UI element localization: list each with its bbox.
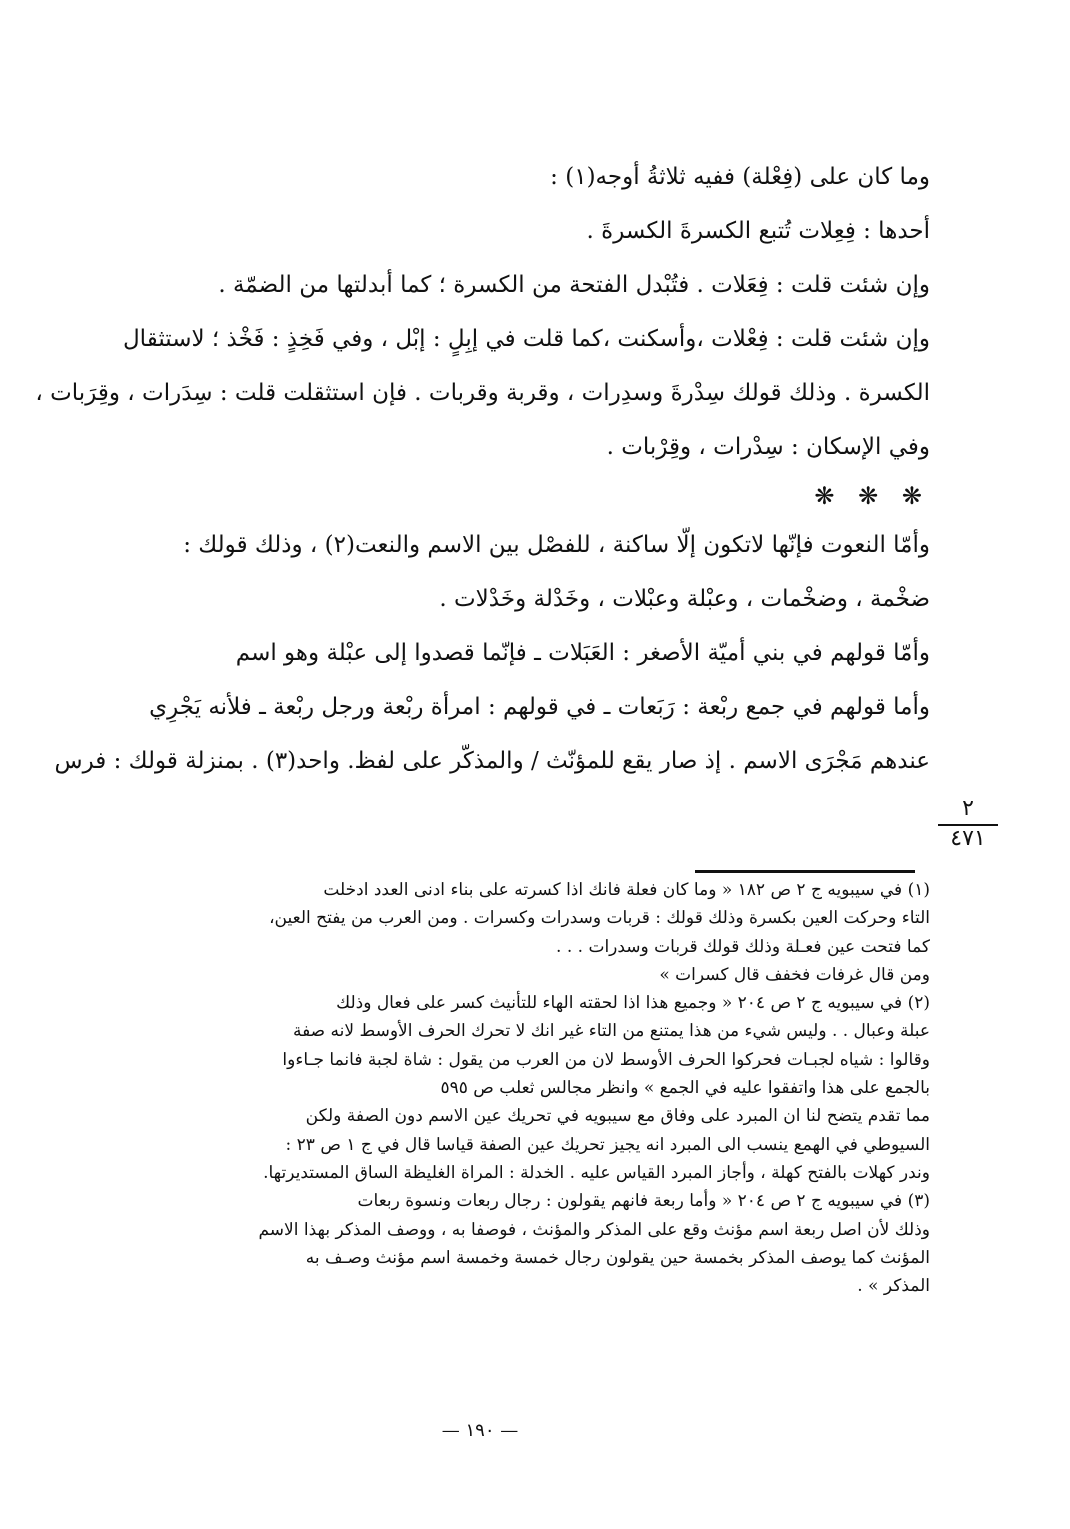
margin-page-reference <box>938 796 998 852</box>
footnote-line: (٢) في سيبويه ج ٢ ص ٢٠٤ « وجميع هذا اذا لحقته الهاء للتأنيث كسر على فعال وذلك <box>336 993 930 1014</box>
footnote-line: وندر كهلات بالفتح كهلة ، وأجاز المبرد القياس عليه . الخدلة : المراة الغليظة الساق المستديرتها. <box>263 1162 930 1183</box>
text-line: وأما قولهم في جمع ربْعة : رَبَعات ـ في قولهم : امرأة ربْعة ورجل ربْعة ـ فلأنه يَجْرِي <box>149 694 930 720</box>
text-line: أحدها : فِعِلات تُتبع الكسرةَ الكسرةَ . <box>586 218 930 244</box>
text-line: وما كان على (فِعْلة) ففيه ثلاثةُ أوجه(١) : <box>550 164 930 190</box>
text-line: وإن شئت قلت : فِعْلات ،وأسكنت ،كما قلت في إبِلٍ : إبْل ، وفي فَخِذٍ : فَخْذ ؛ لاستثقال <box>122 326 930 352</box>
margin-page: ٤٧١ <box>950 826 986 851</box>
text-line: الكسرة . وذلك قولك سِدْرةَ وسدِرات ، وقربة وقربات . فإن استثقلت قلت : سِدَرات ، وقِرَبات ، <box>35 380 930 406</box>
footnote-line: التاء وحركت العين بكسرة وذلك قولك : قربات وسدرات وكسرات . ومن العرب من يفتح العين، <box>269 908 930 929</box>
text-line: وأمّا قولهم في بني أميّة الأصغر : العَبَلات ـ فإنّما قصدوا إلى عبْلة وهو اسم <box>235 640 930 666</box>
text-line: وفي الإسكان : سِدْرات ، وقِرْبات . <box>606 434 930 460</box>
footnote-line: (١) في سيبويه ج ٢ ص ١٨٢ « وما كان فعلة فانك اذا كسرته على بناء ادنى العدد ادخلت <box>323 880 930 900</box>
margin-volume: ٢ <box>938 796 998 826</box>
text-line: عندهم مَجْرَى الاسم . إذ صار يقع للمؤنّث / والمذكّر على لفظ. واحد(٣) . بمنزلة قولك : فرس <box>54 748 930 774</box>
footnote-line: المذكر » . <box>857 1276 930 1297</box>
footnote-line: (٣) في سيبويه ج ٢ ص ٢٠٤ « وأما ربعة فانهم يقولون : رجال ربعات ونسوة ربعات <box>357 1191 930 1212</box>
text-line: وإن شئت قلت : فِعَلات . فتُبْدل الفتحة من الكسرة ؛ كما أبدلتها من الضمّة . <box>218 272 930 298</box>
footnote-line: عبلة وعبال . . وليس شيء من هذا يمتنع من التاء غير انك لا تحرك الحرف الأوسط لانه صفة <box>292 1021 930 1042</box>
section-separator: ❋ ❋ ❋ <box>814 482 930 510</box>
footnote-line: السيوطي في الهمع ينسب الى المبرد انه يجيز تحريك عين الصفة قياسا قال في ج ١ ص ٢٣ : <box>285 1134 930 1155</box>
footnote-divider <box>695 870 915 873</box>
text-line: وأمّا النعوت فإنّها لاتكون إلّا ساكنة ، للفصْل بين الاسم والنعت(٢) ، وذلك قولك : <box>183 532 930 558</box>
footnote-line: وذلك لأن اصل ربعة اسم مؤنث وقع على المذكر والمؤنث ، فوصفا به ، ووصف المذكر بهذا الاسم <box>258 1219 930 1240</box>
footnote-line: المؤنث كما يوصف المذكر بخمسة حين يقولون رجال خمسة وخمسة اسم مؤنث وصـف به <box>305 1247 930 1268</box>
footnote-line: كما فتحت عين فعـلة وذلك قولك قربات وسدرات . . . <box>556 936 930 957</box>
footnotes <box>60 876 930 1300</box>
footnote-line: ومن قال غرفات فخفف قال كسرات » <box>659 964 930 985</box>
footnote-line: بالجمع على هذا واتفقوا عليه في الجمع » وانظر مجالس ثعلب ص ٥٩٥ <box>440 1078 930 1099</box>
text-line: ضخْمة ، وضخْمات ، وعبْلة وعبْلات ، وخَدْلة وخَدْلات . <box>439 586 930 612</box>
footnote-line: وقالوا : شياه لجبـات فحركوا الحرف الأوسط لان من العرب من يقول : شاة لجبة فانما جـاءوا <box>282 1049 930 1070</box>
main-text <box>35 150 930 788</box>
page-number: — ١٩٠ — <box>441 1420 519 1441</box>
footnote-line: مما تقدم يتضح لنا ان المبرد على وفاق مع سيبويه في تحريك عين الاسم دون الصفة ولكن <box>305 1106 930 1127</box>
